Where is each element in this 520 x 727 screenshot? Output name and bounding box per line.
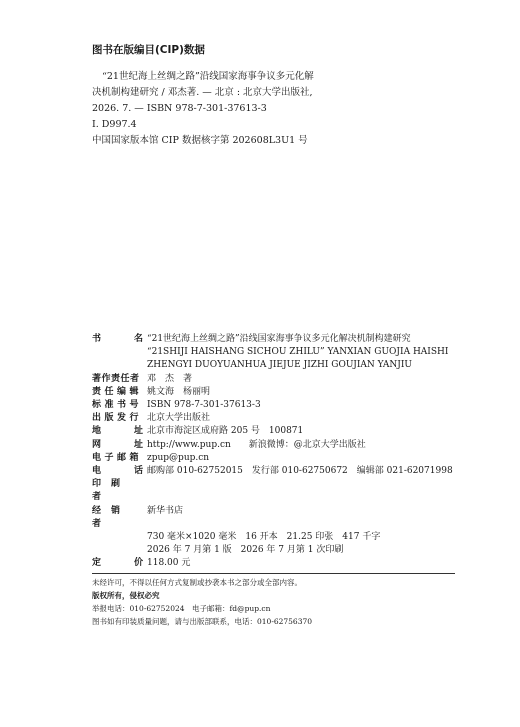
row-label-part: 电 — [92, 466, 102, 477]
row-label-part: 价 — [133, 558, 143, 569]
copyright-row — [92, 399, 462, 412]
copyright-page-table — [92, 333, 462, 571]
cip-block — [92, 42, 462, 149]
row-label-part: 电子邮箱 — [92, 452, 143, 463]
copyright-row — [92, 439, 462, 452]
row-label-part: 网 — [92, 439, 102, 450]
cip-title: 图书在版编目(CIP)数据 — [92, 44, 205, 56]
rights-reserved: 版权所有，侵权必究 — [92, 591, 160, 600]
row-value: 北京大学出版社 — [147, 413, 211, 424]
row-label — [92, 531, 147, 544]
row-label-part: 书 — [92, 334, 102, 344]
row-label-part: 地 — [92, 426, 102, 437]
row-label-part: 著作责任者 — [92, 373, 140, 384]
row-value: ISBN 978-7-301-37613-3 — [147, 400, 261, 411]
row-value: “21SHIJI HAISHANG SICHOU ZHILU” YANXIAN GUOJIA HAISHI — [147, 347, 449, 358]
copyright-row — [92, 531, 462, 544]
row-value: 邮购部 010-62752015 发行部 010-62750672 编辑部 021-62071998 — [147, 466, 453, 477]
row-label — [92, 333, 147, 346]
row-label — [92, 399, 147, 412]
copyright-row — [92, 465, 462, 478]
row-value: 118.00 元 — [147, 558, 191, 569]
row-label-part: 标准书号 — [92, 400, 143, 411]
copyright-row — [92, 386, 462, 399]
row-label-part: 经销者 — [92, 505, 131, 529]
copyright-row — [92, 544, 462, 557]
row-label-part: 出版发行 — [92, 413, 143, 424]
divider-top — [92, 573, 455, 574]
row-label — [92, 425, 147, 438]
row-value: 邓 杰 著 — [147, 373, 193, 384]
row-value: 北京市海淀区成府路 205 号 100871 — [147, 426, 304, 437]
row-label — [92, 346, 147, 359]
row-label-part: 址 — [133, 439, 143, 450]
row-label — [92, 359, 147, 372]
row-label — [92, 505, 147, 531]
row-label — [92, 557, 147, 570]
cip-line: “21世纪海上丝绸之路”沿线国家海事争议多元化解 — [102, 71, 314, 82]
copyright-row — [92, 505, 462, 531]
row-value: 新华书店 — [147, 505, 184, 516]
row-label-part: 名 — [133, 334, 143, 344]
report-contact: 举报电话：010-62752024 电子邮箱：fd@pup.cn — [92, 604, 271, 613]
copyright-row — [92, 557, 462, 570]
cip-line: 中国国家版本馆 CIP 数据核字第 202608L3U1 号 — [92, 135, 308, 146]
copyright-row — [92, 373, 462, 386]
row-label — [92, 373, 147, 386]
row-label-part: 责任编辑 — [92, 386, 143, 397]
row-label-part: 印刷者 — [92, 479, 131, 503]
copyright-row — [92, 425, 462, 438]
row-value: 2026 年 7 月第 1 版 2026 年 7 月第 1 次印刷 — [147, 545, 344, 556]
row-value: 姚文海 杨丽明 — [147, 386, 211, 397]
quality-contact: 图书如有印装质量问题，请与出版部联系，电话：010-62756370 — [92, 617, 313, 626]
row-label — [92, 412, 147, 425]
row-label — [92, 544, 147, 557]
row-value: 730 毫米×1020 毫米 16 开本 21.25 印张 417 千字 — [147, 532, 381, 543]
row-label — [92, 452, 147, 465]
row-value: “21世纪海上丝绸之路”沿线国家海事争议多元化解决机制构建研究 — [147, 334, 411, 344]
row-value: zpup@pup.cn — [147, 452, 210, 463]
copyright-row — [92, 333, 462, 346]
copyright-footer — [92, 576, 462, 628]
cip-line: 决机制构建研究 / 邓杰著. — 北京 : 北京大学出版社, — [92, 87, 313, 98]
cip-line: 2026. 7. — ISBN 978-7-301-37613-3 — [92, 103, 267, 114]
row-label-part: 址 — [133, 426, 143, 437]
row-value: http://www.pup.cn 新浪微博：@北京大学出版社 — [147, 439, 366, 450]
row-value — [147, 478, 462, 504]
cip-line: Ⅰ. D997.4 — [92, 119, 137, 130]
row-label — [92, 478, 147, 504]
copyright-row — [92, 412, 462, 425]
row-label — [92, 465, 147, 478]
row-label-part: 话 — [133, 466, 143, 477]
row-label-part: 定 — [92, 558, 102, 569]
row-label — [92, 439, 147, 452]
permission-notice: 未经许可，不得以任何方式复制或抄袭本书之部分或全部内容。 — [92, 578, 302, 587]
copyright-row — [92, 346, 462, 359]
copyright-row — [92, 359, 462, 372]
row-value: ZHENGYI DUOYUANHUA JIEJUE JIZHI GOUJIAN YANJIU — [147, 360, 412, 371]
row-label — [92, 386, 147, 399]
copyright-row — [92, 478, 462, 504]
copyright-row — [92, 452, 462, 465]
